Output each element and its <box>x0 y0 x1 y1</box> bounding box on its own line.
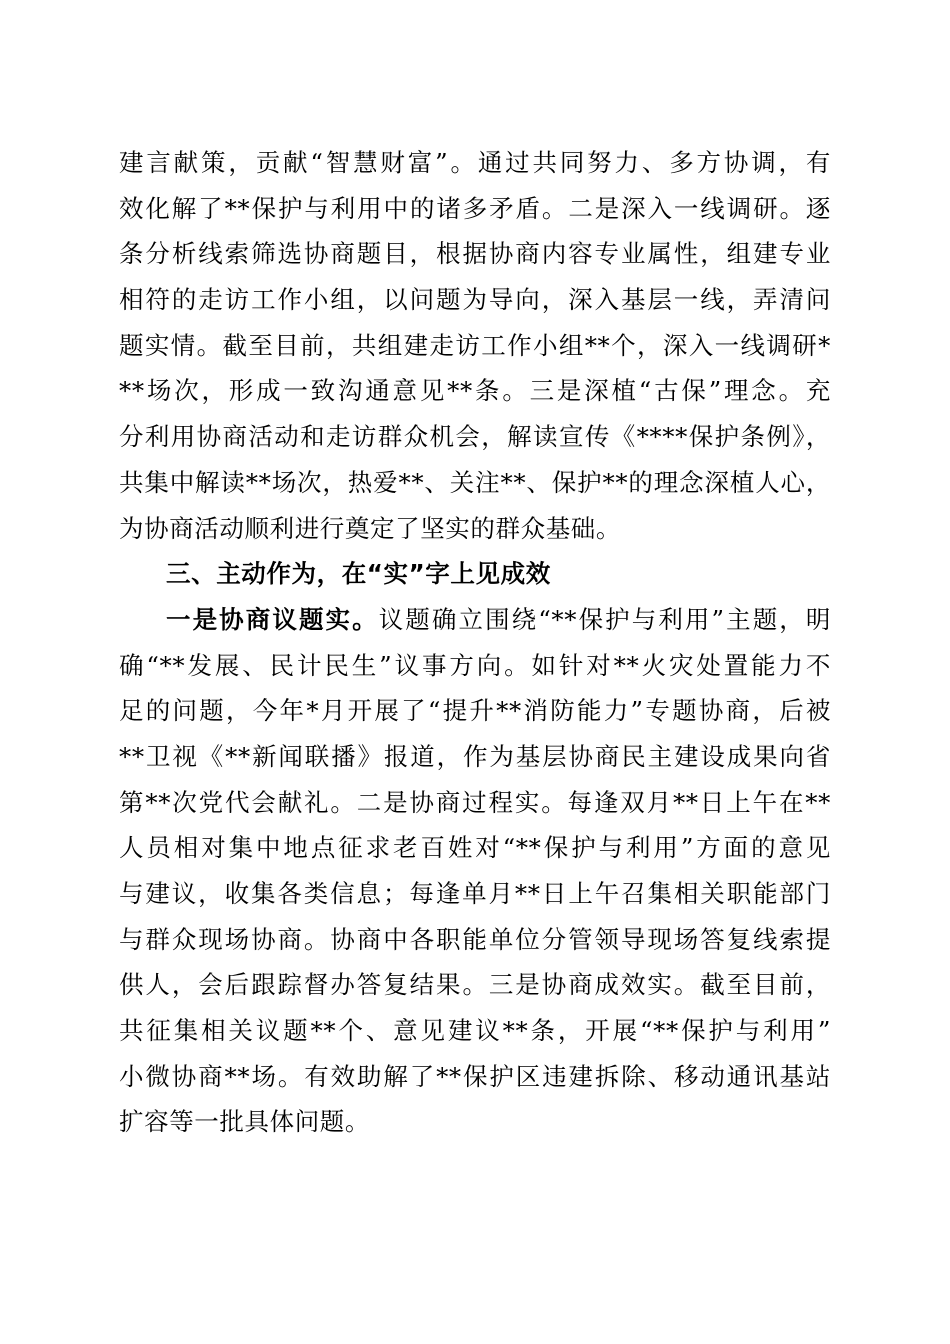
text-line: 建言献策，贡献“智慧财富”。通过共同努力、多方协调，有 <box>119 148 831 177</box>
paragraph-continued <box>119 140 831 551</box>
text-line: **场次，形成一致沟通意见**条。三是深植“古保”理念。充 <box>119 376 831 406</box>
text-line: 第**次党代会献礼。二是协商过程实。每逢双月**日上午在** <box>119 787 831 817</box>
text-line: 条分析线索筛选协商题目，根据协商内容专业属性，组建专业 <box>119 239 831 269</box>
lead-phrase: 一是协商议题实。 <box>166 604 379 634</box>
lead-rest: 议题确立围绕“**保护与利用”主题，明 <box>378 604 831 634</box>
text-line: 小微协商**场。有效助解了**保护区违建拆除、移动通讯基站 <box>119 1061 831 1091</box>
text-line: 扩容等一批具体问题。 <box>119 1107 370 1137</box>
text-line: 与群众现场协商。协商中各职能单位分管领导现场答复线索提 <box>119 924 831 954</box>
text-line: 足的问题，今年*月开展了“提升**消防能力”专题协商，后被 <box>119 696 831 726</box>
text-line: 为协商活动顺利进行奠定了坚实的群众基础。 <box>119 513 621 543</box>
text-line: 题实情。截至目前，共组建走访工作小组**个，深入一线调研* <box>119 330 831 360</box>
text-line: **卫视《**新闻联播》报道，作为基层协商民主建设成果向省 <box>119 741 831 771</box>
text-line: 供人，会后跟踪督办答复结果。三是协商成效实。截至目前， <box>119 970 831 1000</box>
text-line: 分利用协商活动和走访群众机会，解读宣传《****保护条例》， <box>119 422 831 452</box>
document-page <box>119 140 831 1145</box>
text-line: 共征集相关议题**个、意见建议**条，开展“**保护与利用” <box>119 1016 831 1046</box>
section-heading: 三、主动作为，在“实”字上见成效 <box>166 559 551 589</box>
paragraph-section-3 <box>119 597 831 1145</box>
text-line: 相符的走访工作小组，以问题为导向，深入基层一线，弄清问 <box>119 285 831 315</box>
text-line: 人员相对集中地点征求老百姓对“**保护与利用”方面的意见 <box>119 833 831 863</box>
text-line: 与建议，收集各类信息；每逢单月**日上午召集相关职能部门 <box>119 879 831 908</box>
text-line: 确“**发展、民计民生”议事方向。如针对**火灾处置能力不 <box>119 650 831 680</box>
text-line: 共集中解读**场次，热爱**、关注**、保护**的理念深植人心， <box>119 467 831 497</box>
text-line: 效化解了**保护与利用中的诸多矛盾。二是深入一线调研。逐 <box>119 193 831 223</box>
text-line-first <box>119 597 831 643</box>
